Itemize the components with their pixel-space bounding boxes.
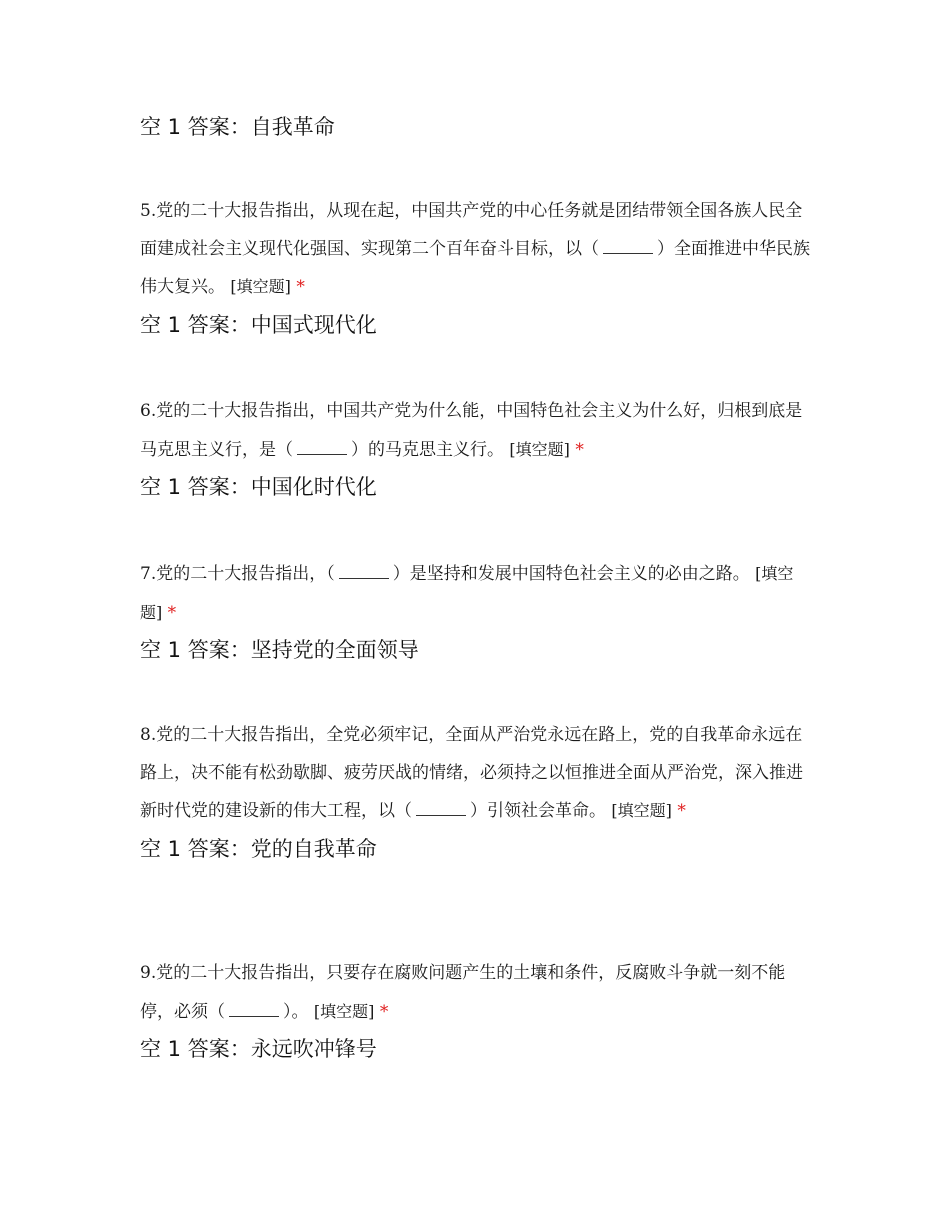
question-block-8 [140, 717, 812, 864]
question-block-9 [140, 955, 812, 1064]
answer-text: 自我革命 [250, 115, 335, 139]
question-text-after: ）的马克思主义行。 [351, 439, 504, 460]
question-text-after: ）全面推进中华民族伟大复兴。 [140, 238, 810, 297]
answer-text: 中国化时代化 [250, 475, 377, 499]
answer-block-4 [140, 112, 812, 142]
required-star: * [167, 602, 177, 623]
question-text [140, 955, 812, 1031]
answer-line [140, 310, 812, 340]
question-text-after: ）引领社会革命。 [470, 801, 606, 821]
question-type-tag: [填空题] [230, 277, 291, 296]
answer-prefix: 空 1 答案： [140, 115, 251, 139]
required-star: * [575, 439, 584, 460]
fill-blank [225, 994, 283, 1032]
question-type-tag: [填空题] [313, 1001, 375, 1021]
question-type-tag: [填空题] [509, 439, 570, 459]
question-text-before: 党的二十大报告指出，中国共产党为什么能，中国特色社会主义为什么好，归根到底是马克思主义行，是（ [140, 401, 803, 460]
answer-prefix: 空 1 答案： [140, 475, 251, 499]
fill-blank [599, 231, 657, 269]
answer-prefix: 空 1 答案： [140, 836, 251, 861]
question-type-tag: [填空题] [140, 564, 794, 622]
answer-text: 党的自我革命 [250, 836, 377, 861]
answer-line [140, 635, 812, 665]
question-text [140, 193, 812, 307]
question-number: 6. [140, 401, 157, 421]
answer-text: 中国式现代化 [250, 312, 377, 337]
question-block-7 [140, 555, 812, 665]
question-block-5 [140, 193, 812, 340]
question-text-before: 党的二十大报告指出，只要存在腐败问题产生的土壤和条件，反腐败斗争就一刻不能停，必须（ [140, 963, 786, 1022]
answer-line [140, 834, 812, 864]
question-text-before: 党的二十大报告指出，从现在起，中国共产党的中心任务就是团结带领全国各族人民全面建成社会主义现代化强国、实现第二个百年奋斗目标，以（ [140, 201, 803, 259]
question-text-before: 党的二十大报告指出，全党必须牢记，全面从严治党永远在路上，党的自我革命永远在路上，决不能有松劲歇脚、疲劳厌战的情绪，必须持之以恒推进全面从严治党，深入推进新时代党的建设新的伟大工程，以（ [140, 725, 803, 821]
required-star: * [677, 801, 686, 821]
fill-blank [335, 556, 393, 594]
answer-line [140, 112, 812, 142]
required-star: * [296, 277, 305, 297]
question-text-after: ）是坚持和发展中国特色社会主义的必由之路。 [392, 564, 750, 584]
answer-line [140, 472, 812, 502]
question-text-after: ）。 [283, 1001, 309, 1022]
answer-text: 坚持党的全面领导 [250, 638, 419, 662]
question-number: 7. [140, 564, 157, 584]
question-number: 8. [140, 725, 157, 745]
question-block-6 [140, 393, 812, 502]
fill-blank [412, 793, 470, 831]
question-number: 5. [140, 201, 157, 221]
answer-text: 永远吹冲锋号 [250, 1037, 377, 1061]
required-star: * [379, 1001, 389, 1022]
answer-line [140, 1034, 812, 1064]
question-type-tag: [填空题] [611, 801, 672, 820]
question-text [140, 555, 812, 632]
answer-prefix: 空 1 答案： [140, 1037, 251, 1061]
answer-prefix: 空 1 答案： [140, 312, 251, 337]
question-text-before: 党的二十大报告指出，（ [156, 564, 335, 584]
question-text [140, 393, 812, 469]
answer-prefix: 空 1 答案： [140, 638, 251, 662]
question-number: 9. [140, 963, 157, 983]
question-text [140, 717, 812, 831]
fill-blank [293, 432, 351, 470]
